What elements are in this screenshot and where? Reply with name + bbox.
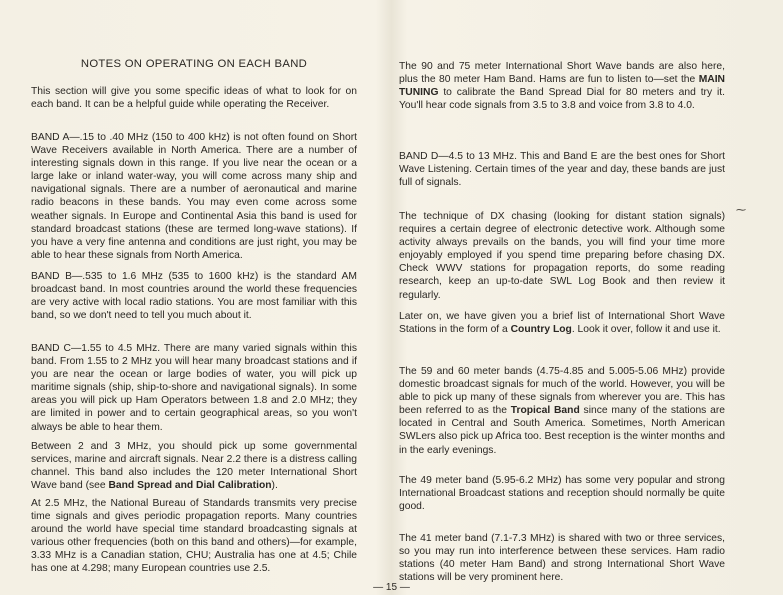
page-number: — 15 — (373, 582, 410, 593)
main-tuning-reference: MAIN TUNING (399, 74, 725, 99)
tropical-band-paragraph: The 59 and 60 meter bands (4.75-4.85 and 5.005-5.06 MHz) provide domestic broadcast signals for much of the world. However, you will be able to pick up many of these signals from wherever you are. This has been referred to as the Tropical Band since many of the stations are located in Central and South America. Sometimes, North American SWLers also pick up Africa too. Best reception is the winter months and in the early evenings. (399, 366, 726, 456)
band-b-paragraph: BAND B—.535 to 1.6 MHz (535 to 1600 kHz) is the standard AM broadcast band. In most countries around the world these frequencies are very active with local radio stations. You are most familiar with this band, so we don't need to tell you much about it. (31, 271, 357, 322)
intro-paragraph: This section will give you some specific ideas of what to look for on each band. It can be a helpful guide while operating the Receiver. (31, 86, 357, 111)
41-meter-paragraph: The 41 meter band (7.1-7.3 MHz) is shared with two or three services, so you may run into interference between these services. Ham radio stations (40 meter Ham Band) and strong International Short Wave stations will be very prominent here. (399, 533, 725, 584)
band-a-paragraph: BAND A—.15 to .40 MHz (150 to 400 kHz) is not often found on Short Wave Receivers available in North America. There are a number of interesting signals down in this range. If you live near the ocean or a large lake or inland water-way, you will come across many ship and navigational signals. There are a number of aeronautical and marine radio beacons in these bands. You may even come across some weather signals. In Europe and Continental Asia this band is used for standard broadcast stations (these are termed long-wave stations). If you have a very fine antenna and conditions are just right, you may be able to hear these signals from North America. (31, 132, 357, 261)
country-log-paragraph: Later on, we have given you a brief list of International Short Wave Stations in the form of a Country Log. Look it over, follow it and use it. (399, 311, 725, 336)
band-d-paragraph: BAND D—4.5 to 13 MHz. This and Band E are the best ones for Short Wave Listening. Certain times of the year and day, these bands are just full of signals. (399, 151, 725, 189)
49-meter-paragraph: The 49 meter band (5.95-6.2 MHz) has some very popular and strong International Broadcast stations and reception should normally be quite good. (399, 475, 725, 513)
two-to-three-mhz-paragraph: Between 2 and 3 MHz, you should pick up some governmental services, marine and aircraft signals. Near 2.2 there is a distress calling channel. This band also includes the 120 meter International Short Wave band (see Band Spread and Dial Calibration). (31, 441, 357, 492)
tropical-band-reference: Tropical Band (510, 405, 580, 417)
page-title: NOTES ON OPERATING ON EACH BAND (80, 58, 308, 70)
band-spread-reference: Band Spread and Dial Calibration (108, 480, 272, 492)
nbs-time-signals-paragraph: At 2.5 MHz, the National Bureau of Standards transmits very precise time signals and gives periodic propagation reports. Many countries around the world have special time standard broadcasting signals at various other frequencies (both on this band and others)—for example, 3.33 MHz is a Canadian station, CHU; Australia has one at 4.5; Chile has one at 4.298; many European countries use 2.5. (31, 498, 357, 575)
ham-band-paragraph: The 90 and 75 meter International Short Wave bands are also here, plus the 80 meter Ham Band. Hams are fun to listen to—set the MAIN TUNING to calibrate the Band Spread Dial for 80 meters and try it. You'll hear code signals from 3.5 to 3.8 and voice from 3.8 to 4.0. (399, 61, 725, 112)
band-c-paragraph: BAND C—1.55 to 4.5 MHz. There are many varied signals within this band. From 1.55 to 2 MHz you will hear many broadcast stations and if you are near the ocean or large bodies of water, you will pick up maritime signals (ship, ship-to-shore and navigational signals). In some areas you will pick up Ham Operators between 1.8 and 2.0 MHz; they are limited in power and to certain geographical areas, so you won't always be able to hear them. (31, 343, 357, 433)
dx-chasing-paragraph: The technique of DX chasing (looking for distant station signals) requires a certain degree of electronic detective work. Although some activity always prevails on the bands, you will find your time more enjoyably employed if you spend time preparing before chasing DX. Check WWV stations for propagation reports, do some reading research, keep an up-to-date SWL Log Book and then review it regularly. (399, 211, 725, 301)
country-log-reference: Country Log (510, 324, 572, 336)
margin-mark: ⁓ (736, 205, 746, 216)
